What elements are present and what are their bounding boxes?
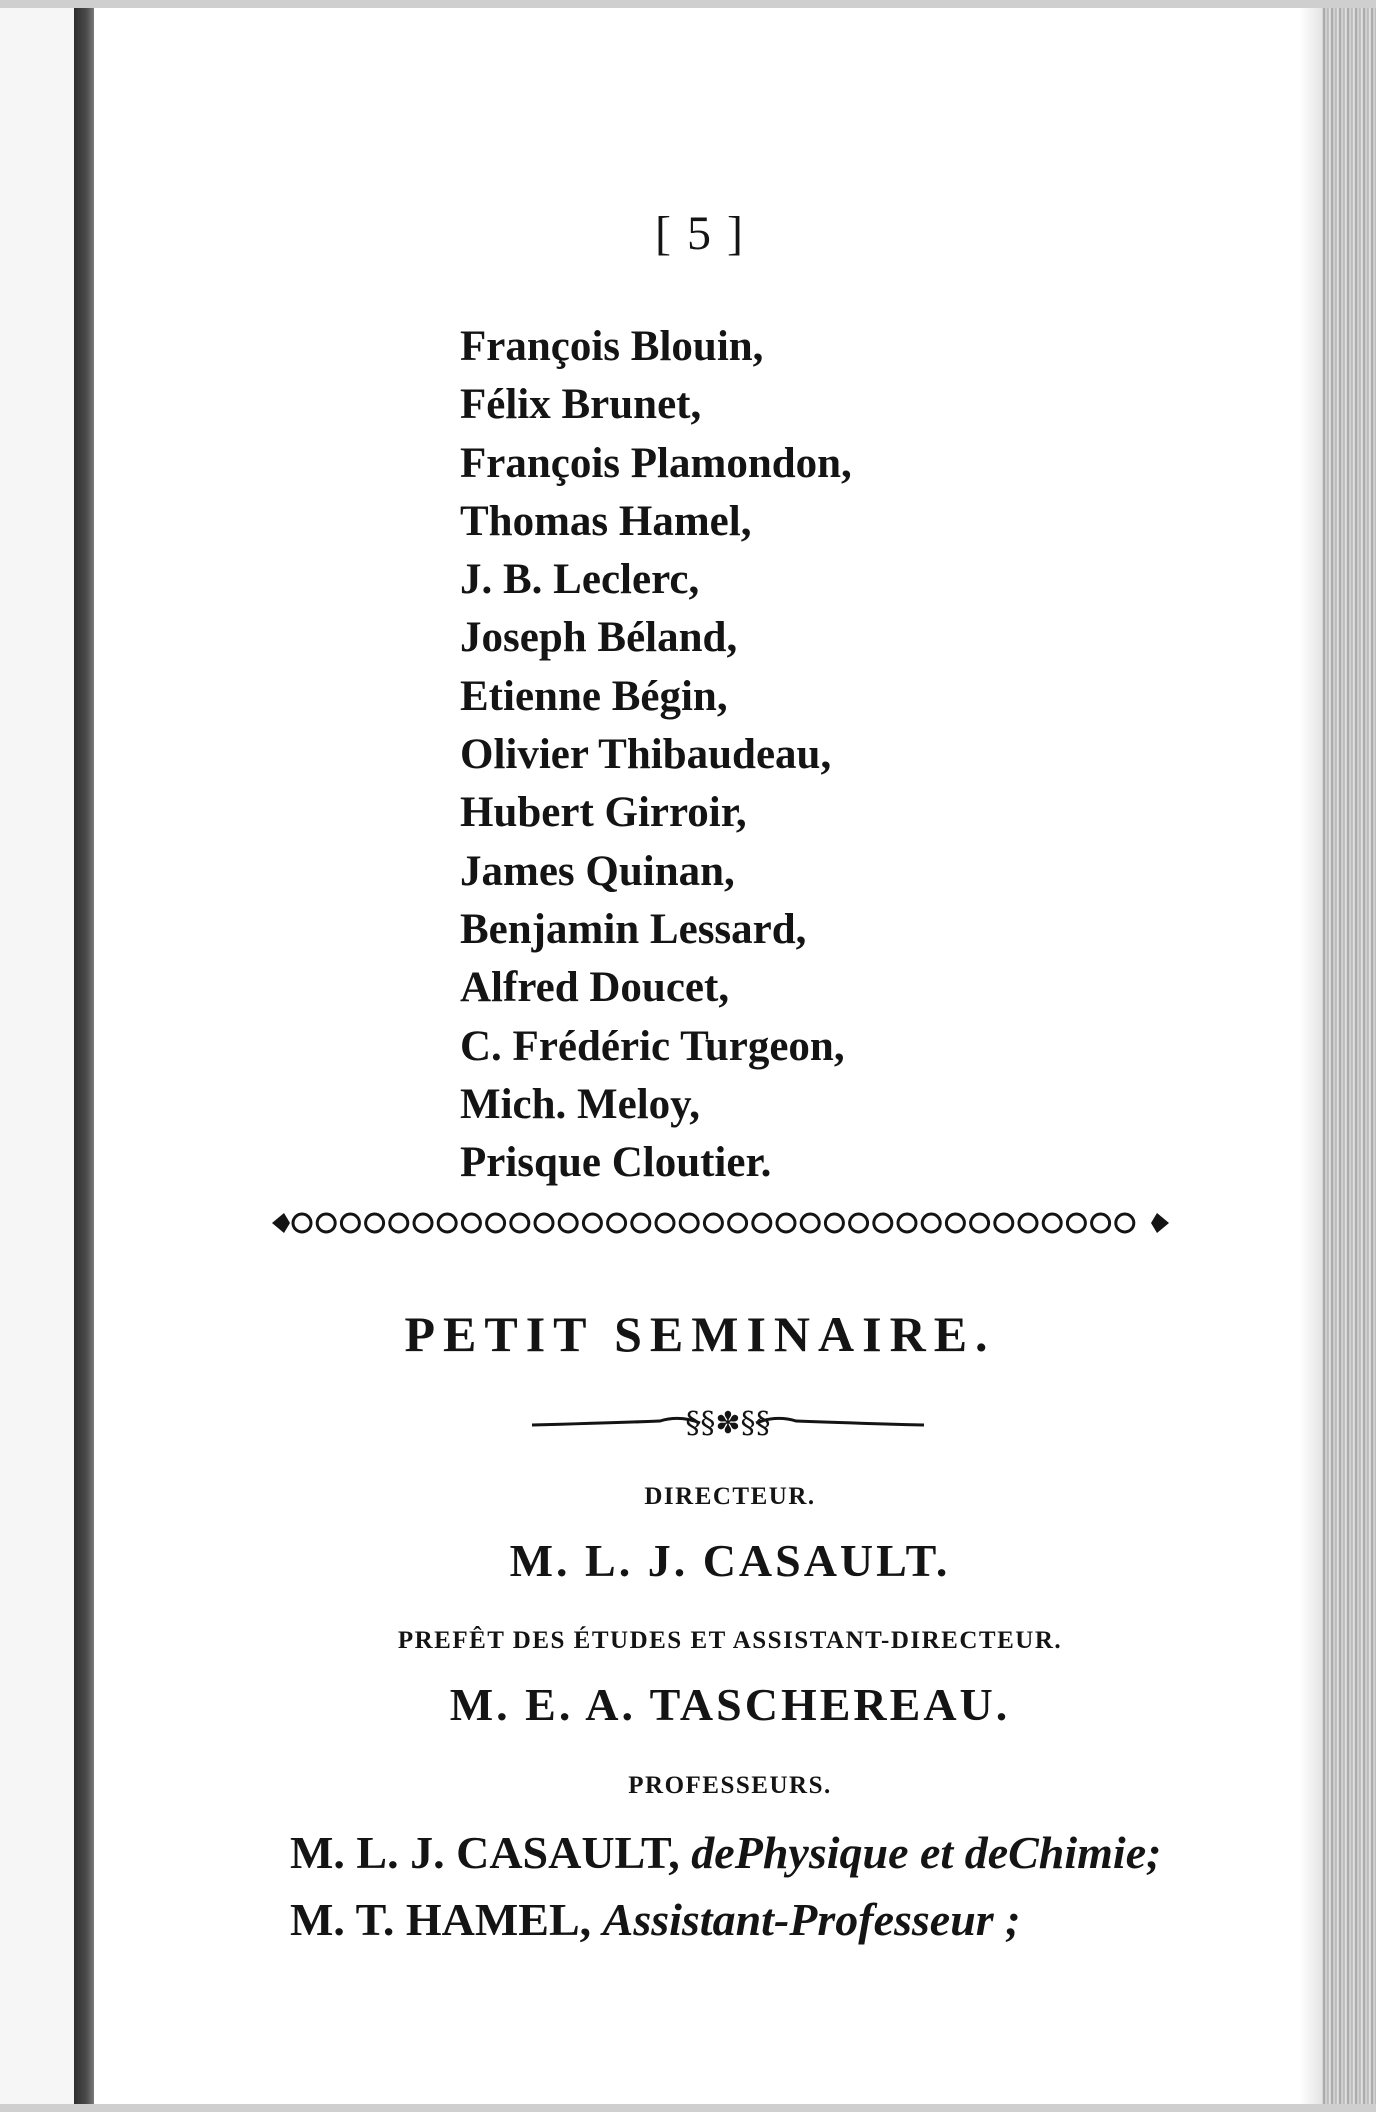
section-title: PETIT SEMINAIRE. (404, 1306, 996, 1362)
ornament-link (704, 1214, 722, 1232)
ornament-link (1019, 1214, 1037, 1232)
ornament-link (390, 1214, 408, 1232)
scan-bottom-edge (0, 2104, 1376, 2112)
directeur-label: DIRECTEUR. (644, 1483, 816, 1510)
list-item: Félix Brunet, (460, 381, 702, 429)
list-item: James Quinan, (460, 847, 735, 895)
list-item: François Plamondon, (460, 439, 852, 487)
ornament-link (632, 1214, 650, 1232)
ornament-link (656, 1214, 674, 1232)
ornament-link (1116, 1214, 1134, 1232)
book-gutter (74, 0, 94, 2112)
list-item: François Blouin, (460, 323, 764, 370)
list-item: Thomas Hamel, (460, 497, 752, 545)
page-edge-shadow (1300, 0, 1322, 2112)
decorative-divider (530, 1403, 926, 1443)
professor-entry (290, 1826, 1161, 1879)
list-item: J. B. Leclerc, (460, 556, 700, 604)
ornament-link (729, 1214, 747, 1232)
list-item: Joseph Béland, (460, 614, 738, 662)
list-item: Etienne Bégin, (460, 672, 728, 720)
professor-name: M. L. J. CASAULT, (290, 1827, 680, 1878)
list-item: Hubert Girroir, (460, 789, 747, 837)
ornament-link (608, 1214, 626, 1232)
ornament-link (850, 1214, 868, 1232)
list-item: Alfred Doucet, (460, 964, 730, 1012)
directeur-name: M. L. J. CASAULT. (509, 1535, 951, 1586)
ornament-link (438, 1214, 456, 1232)
ornament-link (317, 1214, 335, 1232)
list-item: C. Frédéric Turgeon, (460, 1022, 845, 1070)
professor-role: dePhysique et deChimie; (691, 1827, 1162, 1878)
book-page-edges (1322, 0, 1376, 2112)
ornament-link (487, 1214, 505, 1232)
scan-top-edge (0, 0, 1376, 8)
professor-role: Assistant-Professeur ; (602, 1894, 1021, 1945)
list-item: Mich. Meloy, (460, 1080, 701, 1128)
prefet-label: PREFÊT DES ÉTUDES ET ASSISTANT-DIRECTEUR. (397, 1627, 1063, 1654)
ornament-link (680, 1214, 698, 1232)
prefet-name: M. E. A. TASCHEREAU. (449, 1679, 1011, 1730)
ornament-link (293, 1214, 311, 1232)
ornament-link (366, 1214, 384, 1232)
professor-entry (290, 1893, 1021, 1946)
svg-text:§§✽§§: §§✽§§ (685, 1406, 771, 1441)
ornament-link (462, 1214, 480, 1232)
list-item: Benjamin Lessard, (460, 905, 807, 953)
ornament-link (1067, 1214, 1085, 1232)
ornament-link (559, 1214, 577, 1232)
ornament-link (874, 1214, 892, 1232)
page-number: [ 5 ] (655, 207, 745, 260)
ornament-link (922, 1214, 940, 1232)
list-item: Olivier Thibaudeau, (460, 731, 832, 779)
ornament-link (995, 1214, 1013, 1232)
scan-left-margin (0, 0, 74, 2112)
ornament-link (535, 1214, 553, 1232)
professeurs-label: PROFESSEURS. (628, 1772, 832, 1799)
ornament-link (946, 1214, 964, 1232)
ornament-link (1043, 1214, 1061, 1232)
ornamental-rule (268, 1203, 1173, 1243)
professor-name: M. T. HAMEL, (290, 1894, 592, 1945)
ornament-link (971, 1214, 989, 1232)
ornament-link (825, 1214, 843, 1232)
student-name-list (460, 318, 852, 1192)
ornament-link (898, 1214, 916, 1232)
ornament-link (801, 1214, 819, 1232)
list-item: Prisque Cloutier. (460, 1139, 772, 1187)
ornament-link (753, 1214, 771, 1232)
ornament-link (511, 1214, 529, 1232)
ornament-link (414, 1214, 432, 1232)
ornament-link (777, 1214, 795, 1232)
ornament-link (341, 1214, 359, 1232)
ornament-link (1092, 1214, 1110, 1232)
ornament-link (583, 1214, 601, 1232)
